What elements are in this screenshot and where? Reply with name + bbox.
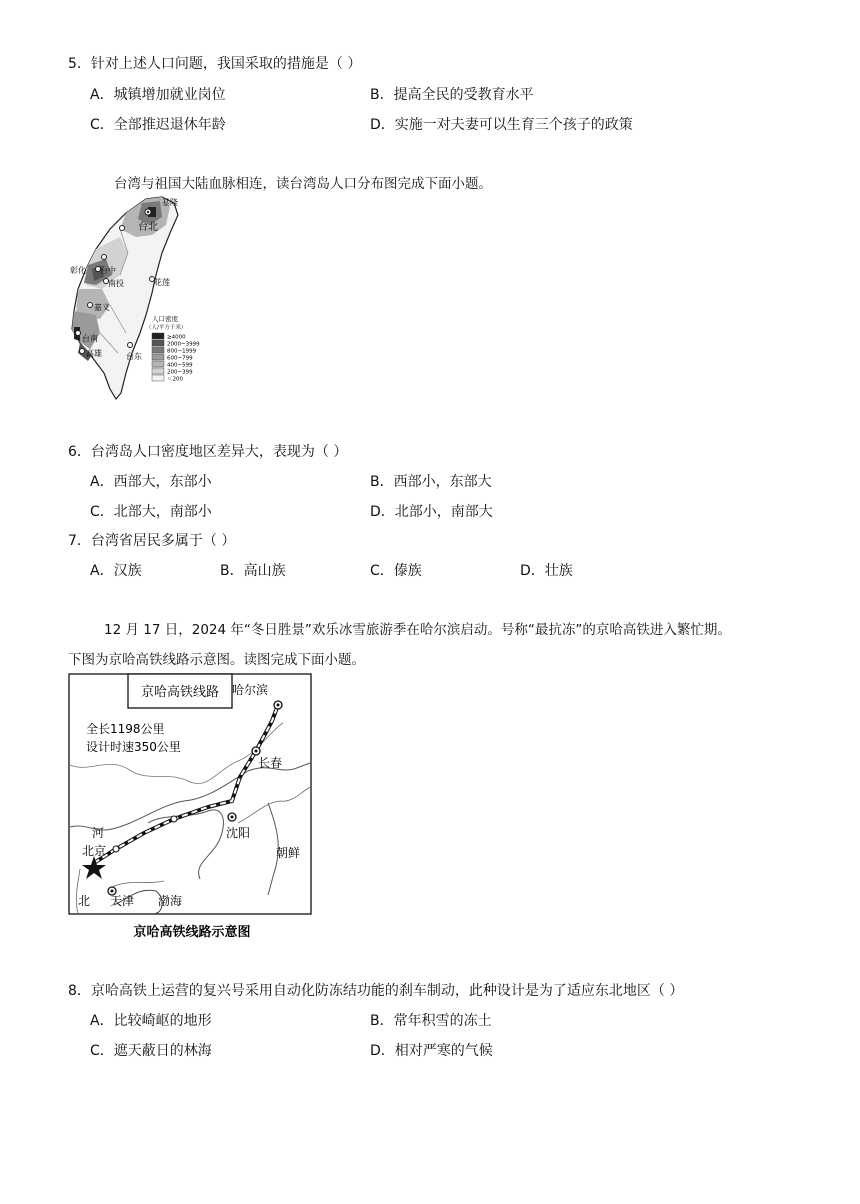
legend-swatch xyxy=(152,368,164,374)
q6-option-b: B．西部小，东部大 xyxy=(370,474,492,490)
legend-label: 200~399 xyxy=(167,369,193,376)
q6-option-c: C．北部大，南部小 xyxy=(90,504,212,520)
legend-unit: （人/平方千米） xyxy=(146,325,187,331)
q5-option-b: B．提高全民的受教育水平 xyxy=(370,87,534,103)
q6-option-d: D．北部小，南部大 xyxy=(370,504,493,520)
q7-stem: 7．台湾省居民多属于（ ） xyxy=(68,533,236,549)
legend-label: 800~1999 xyxy=(167,348,197,355)
q8-option-b: B．常年积雪的冻土 xyxy=(370,1013,492,1029)
label-harbin: 哈尔滨 xyxy=(232,683,269,697)
city-label: 基隆 xyxy=(162,198,178,207)
q7-option-b: B．高山族 xyxy=(220,563,286,579)
map-box-title: 京哈高铁线路 xyxy=(140,685,220,700)
legend-label: 600~799 xyxy=(167,355,193,362)
label-bohai: 渤海 xyxy=(158,894,183,908)
q8-stem: 8．京哈高铁上运营的复兴号采用自动化防冻结功能的刹车制动，此种设计是为了适应东北地区（ ） xyxy=(68,983,684,999)
legend xyxy=(152,333,200,383)
label-he: 河 xyxy=(92,826,105,840)
city-label: 台南 xyxy=(82,334,98,343)
q5-stem: 5．针对上述人口问题，我国采取的措施是（ ） xyxy=(68,56,362,72)
legend-label: ≥4000 xyxy=(167,334,186,341)
map-caption: 京哈高铁线路示意图 xyxy=(133,925,251,940)
city-label: 彰化 xyxy=(70,266,86,275)
legend-label: 2000~3999 xyxy=(167,341,200,348)
label-changchun: 长春 xyxy=(258,756,283,770)
q6-option-a: A．西部大，东部小 xyxy=(90,474,212,490)
legend-swatch xyxy=(152,375,164,381)
legend-swatch xyxy=(152,347,164,353)
city-label: 花莲 xyxy=(154,278,170,287)
legend-swatch xyxy=(152,354,164,360)
map-length: 全长1198公里 xyxy=(86,722,165,736)
city-label: 台北 xyxy=(138,222,158,233)
q7-option-a: A．汉族 xyxy=(90,563,142,579)
legend-title: 人口密度 xyxy=(152,315,178,323)
q7-option-c: C．傣族 xyxy=(370,563,422,579)
legend-label: ＜200 xyxy=(167,376,183,383)
taiwan-passage: 台湾与祖国大陆血脉相连，读台湾岛人口分布图完成下面小题。 xyxy=(114,176,492,192)
city-label: 南投 xyxy=(108,279,124,288)
q8-option-d: D．相对严寒的气候 xyxy=(370,1043,493,1059)
jingha-railway-map xyxy=(68,673,314,945)
city-label: 嘉义 xyxy=(94,303,110,312)
q8-option-c: C．遮天蔽日的林海 xyxy=(90,1043,212,1059)
label-shenyang: 沈阳 xyxy=(226,826,251,840)
legend-swatch xyxy=(152,340,164,346)
legend-swatch xyxy=(152,361,164,367)
city-label: 台中 xyxy=(100,266,116,275)
q7-option-d: D．壮族 xyxy=(520,563,573,579)
label-korea: 朝鲜 xyxy=(276,846,301,860)
q5-option-c: C．全部推迟退休年龄 xyxy=(90,117,226,133)
q8-option-a: A．比较崎岖的地形 xyxy=(90,1013,212,1029)
city-label: 高雄 xyxy=(86,349,102,358)
rail-passage-line2: 下图为京哈高铁线路示意图。读图完成下面小题。 xyxy=(68,652,365,668)
city-label: 台东 xyxy=(126,352,142,361)
label-bei: 北 xyxy=(78,894,91,908)
legend-swatch xyxy=(152,333,164,339)
label-tianjin: 天津 xyxy=(110,894,135,908)
rail-passage-line1: 12 月 17 日，2024 年“冬日胜景”欢乐冰雪旅游季在哈尔滨启动。号称“最抗冻”的京哈高铁进入繁忙期。 xyxy=(104,622,731,638)
q5-option-a: A．城镇增加就业岗位 xyxy=(90,87,226,103)
legend-label: 400~599 xyxy=(167,362,193,369)
map-speed: 设计时速350公里 xyxy=(86,740,181,754)
label-beijing: 北京 xyxy=(82,844,107,858)
q5-option-d: D．实施一对夫妻可以生育三个孩子的政策 xyxy=(370,117,633,133)
q6-stem: 6．台湾岛人口密度地区差异大，表现为（ ） xyxy=(68,444,348,460)
taiwan-population-map xyxy=(66,193,216,405)
